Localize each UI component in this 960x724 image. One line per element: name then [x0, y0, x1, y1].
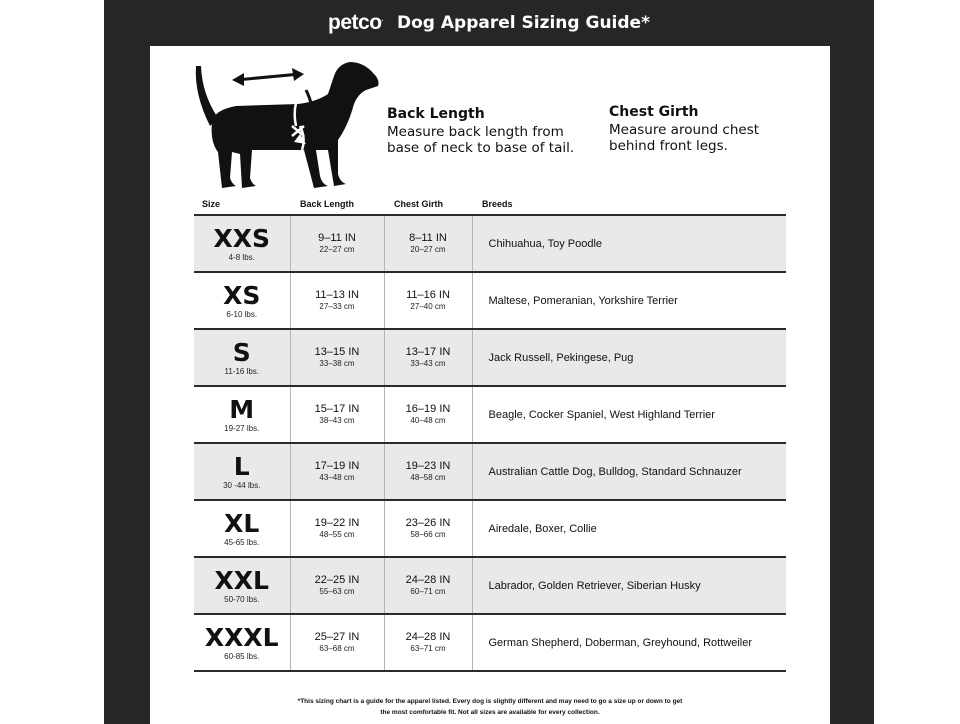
back-length-cell	[290, 614, 384, 671]
size-weight: 19-27 lbs.	[224, 424, 260, 433]
chest-girth-in: 24–28 IN	[405, 574, 451, 586]
footnote: *This sizing chart is a guide for the apparel listed. Every dog is slightly different and may need to go a size up or down to get the most comfortable fit. Not all sizes are available for every collection.	[297, 698, 683, 716]
back-length-in: 22–25 IN	[314, 574, 360, 586]
table-row	[194, 557, 786, 614]
back-length-cell	[290, 500, 384, 557]
chest-girth-cell	[384, 557, 472, 614]
back-length-in: 25–27 IN	[314, 631, 360, 643]
back-length-cm: 55–63 cm	[319, 587, 355, 596]
breeds-cell: Jack Russell, Pekingese, Pug	[472, 329, 786, 386]
breeds-cell: Chihuahua, Toy Poodle	[472, 215, 786, 272]
table-row	[194, 500, 786, 557]
size-label: XXL	[214, 566, 269, 595]
size-cell	[194, 614, 290, 671]
back-length-title: Back Length	[387, 106, 485, 122]
table-header-row	[194, 198, 786, 215]
chest-girth-in: 8–11 IN	[409, 232, 447, 244]
size-weight: 4-8 lbs.	[228, 253, 255, 262]
chest-girth-cell	[384, 614, 472, 671]
header-size: Size	[202, 199, 221, 209]
size-label: XXS	[213, 224, 271, 253]
chest-girth-in: 23–26 IN	[405, 517, 451, 529]
chest-girth-in: 11–16 IN	[406, 289, 450, 301]
size-weight: 11-16 lbs.	[224, 367, 260, 376]
back-length-in: 15–17 IN	[314, 403, 360, 415]
breeds-cell: Airedale, Boxer, Collie	[472, 500, 786, 557]
chest-girth-cm: 60–71 cm	[410, 587, 446, 596]
chest-girth-cm: 48–58 cm	[410, 473, 446, 482]
petco-logo: petco.	[328, 11, 383, 34]
chest-girth-cell	[384, 272, 472, 329]
header-back-length: Back Length	[300, 199, 355, 209]
size-cell	[194, 215, 290, 272]
size-cell	[194, 557, 290, 614]
back-length-cm: 38–43 cm	[319, 416, 355, 425]
sizing-panel	[150, 46, 830, 724]
back-length-in: 17–19 IN	[314, 460, 360, 472]
chest-girth-in: 16–19 IN	[405, 403, 451, 415]
size-label: XL	[224, 509, 260, 538]
size-label: L	[233, 452, 250, 481]
chest-girth-cm: 33–43 cm	[410, 359, 446, 368]
back-length-cell	[290, 329, 384, 386]
chest-girth-cm: 40–48 cm	[410, 416, 446, 425]
back-length-cell	[290, 215, 384, 272]
size-weight: 50-70 lbs.	[224, 595, 260, 604]
back-length-cell	[290, 386, 384, 443]
chest-girth-cell	[384, 215, 472, 272]
table-row	[194, 614, 786, 671]
chest-girth-title: Chest Girth	[609, 104, 699, 120]
double-arrow-icon	[232, 68, 304, 86]
header-chest-girth: Chest Girth	[394, 199, 444, 209]
back-length-in: 13–15 IN	[314, 346, 360, 358]
header	[104, 0, 874, 46]
size-weight: 6-10 lbs.	[226, 310, 258, 319]
header-breeds: Breeds	[482, 199, 513, 209]
size-cell	[194, 329, 290, 386]
size-label: XS	[223, 281, 261, 310]
chest-girth-info	[609, 104, 809, 154]
chest-girth-cell	[384, 329, 472, 386]
back-length-in: 19–22 IN	[314, 517, 360, 529]
back-length-cell	[290, 557, 384, 614]
table-row	[194, 386, 786, 443]
chest-girth-in: 13–17 IN	[405, 346, 451, 358]
size-label: M	[229, 395, 255, 424]
guide-frame	[104, 0, 874, 724]
breeds-cell: Maltese, Pomeranian, Yorkshire Terrier	[472, 272, 786, 329]
chest-girth-cm: 27–40 cm	[410, 302, 446, 311]
table-row	[194, 272, 786, 329]
chest-girth-in: 19–23 IN	[405, 460, 451, 472]
table-row	[194, 443, 786, 500]
chest-girth-description: Measure around chest behind front legs.	[609, 122, 760, 154]
dog-silhouette-icon	[188, 54, 388, 194]
table-row	[194, 329, 786, 386]
size-cell	[194, 443, 290, 500]
back-length-cm: 63–68 cm	[319, 644, 355, 653]
chest-girth-cm: 20–27 cm	[410, 245, 446, 254]
size-weight: 30 -44 lbs.	[223, 481, 261, 490]
chest-girth-cell	[384, 386, 472, 443]
back-length-cm: 43–48 cm	[319, 473, 355, 482]
chest-girth-cm: 58–66 cm	[410, 530, 446, 539]
chest-girth-cm: 63–71 cm	[410, 644, 446, 653]
size-cell	[194, 500, 290, 557]
back-length-in: 9–11 IN	[318, 232, 356, 244]
back-length-cm: 27–33 cm	[319, 302, 355, 311]
breeds-cell: Australian Cattle Dog, Bulldog, Standard Schnauzer	[472, 443, 786, 500]
table-row	[194, 215, 786, 272]
size-cell	[194, 386, 290, 443]
size-label: S	[232, 338, 251, 367]
size-weight: 60-85 lbs.	[224, 652, 260, 661]
back-length-cell	[290, 272, 384, 329]
size-cell	[194, 272, 290, 329]
chest-girth-cell	[384, 500, 472, 557]
back-length-description: Measure back length from base of neck to base of tail.	[387, 124, 575, 156]
breeds-cell: Labrador, Golden Retriever, Siberian Husky	[472, 557, 786, 614]
back-length-info	[387, 106, 607, 156]
back-length-cm: 48–55 cm	[319, 530, 355, 539]
size-table	[194, 198, 786, 672]
size-weight: 45-65 lbs.	[224, 538, 260, 547]
breeds-cell: Beagle, Cocker Spaniel, West Highland Terrier	[472, 386, 786, 443]
chest-girth-in: 24–28 IN	[405, 631, 451, 643]
back-length-cm: 33–38 cm	[319, 359, 355, 368]
breeds-cell: German Shepherd, Doberman, Greyhound, Rottweiler	[472, 614, 786, 671]
page-title: Dog Apparel Sizing Guide*	[397, 13, 650, 33]
back-length-cell	[290, 443, 384, 500]
chest-girth-cell	[384, 443, 472, 500]
back-length-cm: 22–27 cm	[319, 245, 355, 254]
back-length-in: 11–13 IN	[315, 289, 359, 301]
size-label: XXXL	[204, 623, 279, 652]
